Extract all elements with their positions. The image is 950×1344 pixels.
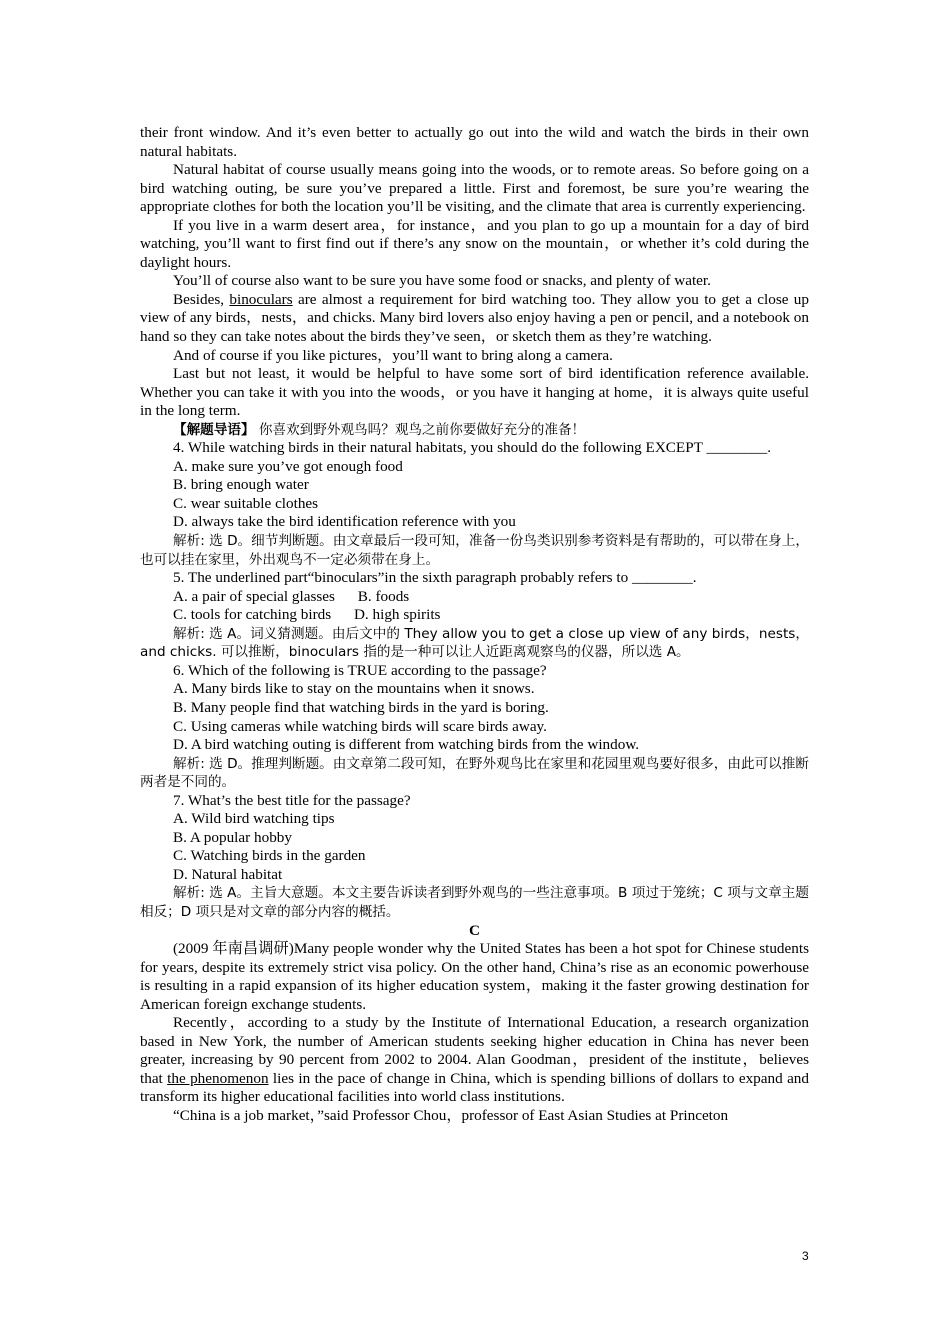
question-5-analysis (140, 625, 809, 662)
question-6-option-b: B. Many people find that watching birds in the yard is boring. (173, 698, 549, 716)
passage-b-paragraph-4 (140, 291, 809, 347)
question-5-stem: 5. The underlined part“binoculars”in the sixth paragraph probably refers to ________. (173, 569, 697, 587)
passage-b-paragraph-0: their front window. And it’s even better to actually go out into the wild and watch the birds in their own natural habitats. (140, 124, 809, 160)
text-run: )Many people wonder why the United States has been a hot spot for Chinese students for years, despite its extremely strict visa policy. On the other hand, China’s rise as an economic powerhouse is resulting in a rapid expansion of its higher education system，making it the faster growing destination for American foreign exchange students. (140, 940, 809, 1013)
question-4-analysis (140, 532, 809, 569)
guide-text: 你喜欢到野外观鸟吗？观鸟之前你要做好充分的准备！ (254, 421, 586, 438)
page-number: 3 (802, 1249, 809, 1263)
question-4-stem: 4. While watching birds in their natural habitats, you should do the following EXCEPT ________. (173, 439, 772, 457)
question-7-analysis (140, 884, 809, 921)
text-run: are almost a requirement for bird watching too. They allow you to get a close up view of any birds，nests，and chicks. Many bird lovers also enjoy having a pen or pencil, and a notebook on hand so they can take notes about the birds they’ve seen，or sketch them as they’re watching. (140, 290, 809, 346)
text-run: Besides, (173, 290, 230, 308)
passage-c-source: (2009 年南昌调研 (173, 940, 289, 958)
passage-c-heading: C (469, 921, 480, 939)
analysis-text: 选 D。细节判断题。由文章最后一段可知，准备一份鸟类识别参考资料是有帮助的，可以带在身上，也可以挂在家里，外出观鸟不一定必须带在身上。 (140, 533, 809, 568)
question-6-analysis (140, 755, 809, 792)
passage-b-paragraph-5: And of course if you like pictures，you’ll want to bring along a camera. (173, 346, 613, 364)
question-5-options-cd: C. tools for catching birds D. high spirits (173, 606, 441, 624)
document-body (140, 124, 809, 1126)
question-6-stem: 6. Which of the following is TRUE according to the passage? (173, 661, 547, 679)
passage-b-paragraph-6: Last but not least, it would be helpful to have some sort of bird identification reference available. Whether you can take it with you into the woods，or you have it hanging at home，it is always quite useful in the long term. (140, 365, 809, 420)
question-7-stem: 7. What’s the best title for the passage? (173, 791, 411, 809)
text-run: lies in the pace of change in China, which is spending billions of dollars to expand and transform its higher educational facilities into world class institutions. (140, 1069, 809, 1106)
question-4-option-a: A. make sure you’ve got enough food (173, 457, 403, 475)
passage-c-paragraph-1 (140, 940, 809, 1014)
guide-line (140, 421, 809, 440)
passage-c-paragraph-2 (140, 1014, 809, 1107)
text-run: Recently，according to a study by the Institute of International Education, a research organization based in New York, the number of American students seeking higher education in China has never been greater, increasing by 90 percent from 2002 to 2004. Alan Goodman，president of the institute，believes that (140, 1014, 809, 1087)
passage-b-paragraph-1: Natural habitat of course usually means going into the woods, or to remote areas. So before going on a bird watching outing, be sure you’ve prepared a little. First and foremost, be sure you’re wearing the appropriate clothes for both the location you’ll be visiting, and the climate that area is currently experiencing. (140, 161, 809, 216)
question-6-option-d: D. A bird watching outing is different from watching birds from the window. (173, 736, 640, 754)
question-7-option-b: B. A popular hobby (173, 828, 292, 846)
question-7-option-c: C. Watching birds in the garden (173, 847, 366, 865)
question-4-option-c: C. wear suitable clothes (173, 494, 319, 512)
passage-b-paragraph-3: You’ll of course also want to be sure you have some food or snacks, and plenty of water. (173, 272, 711, 290)
analysis-label: 解析: (173, 885, 205, 902)
underlined-binoculars: binoculars (229, 290, 293, 308)
question-4-option-d: D. always take the bird identification reference with you (173, 513, 516, 531)
question-7-option-d: D. Natural habitat (173, 865, 283, 883)
question-7-option-a: A. Wild bird watching tips (173, 810, 335, 828)
question-6-option-c: C. Using cameras while watching birds will scare birds away. (173, 717, 547, 735)
analysis-text: 选 D。推理判断题。由文章第二段可知，在野外观鸟比在家里和花园里观鸟要好很多，由此可以推断两者是不同的。 (140, 755, 809, 791)
question-5-options-ab: A. a pair of special glasses B. foods (173, 587, 410, 605)
analysis-text: 选 A。词义猜测题。由后文中的 They allow you to get a close up view of any birds，nests，and chicks. 可以推断，binoculars 指的是一种可以让人近距离观察鸟的仪器，所以选 A。 (140, 625, 809, 661)
underlined-the-phenomenon: the phenomenon (167, 1069, 269, 1087)
analysis-label: 解析: (173, 755, 205, 772)
question-6-option-a: A. Many birds like to stay on the mountains when it snows. (173, 680, 535, 698)
passage-c-paragraph-3: “China is a job market，”said Professor Chou，professor of East Asian Studies at Princeton (173, 1106, 729, 1124)
question-4-option-b: B. bring enough water (173, 476, 309, 494)
passage-b-paragraph-2: If you live in a warm desert area，for instance，and you plan to go up a mountain for a day of bird watching, you’ll want to first find out if there’s any snow on the mountain，or whether it’s cold during the daylight hours. (140, 216, 809, 271)
guide-label: 【解题导语】 (173, 421, 255, 438)
analysis-text: 选 A。主旨大意题。本文主要告诉读者到野外观鸟的一些注意事项。B 项过于笼统；C 项与文章主题相反；D 项只是对文章的部分内容的概括。 (140, 885, 809, 920)
analysis-label: 解析: (173, 533, 205, 550)
analysis-label: 解析: (173, 625, 205, 642)
